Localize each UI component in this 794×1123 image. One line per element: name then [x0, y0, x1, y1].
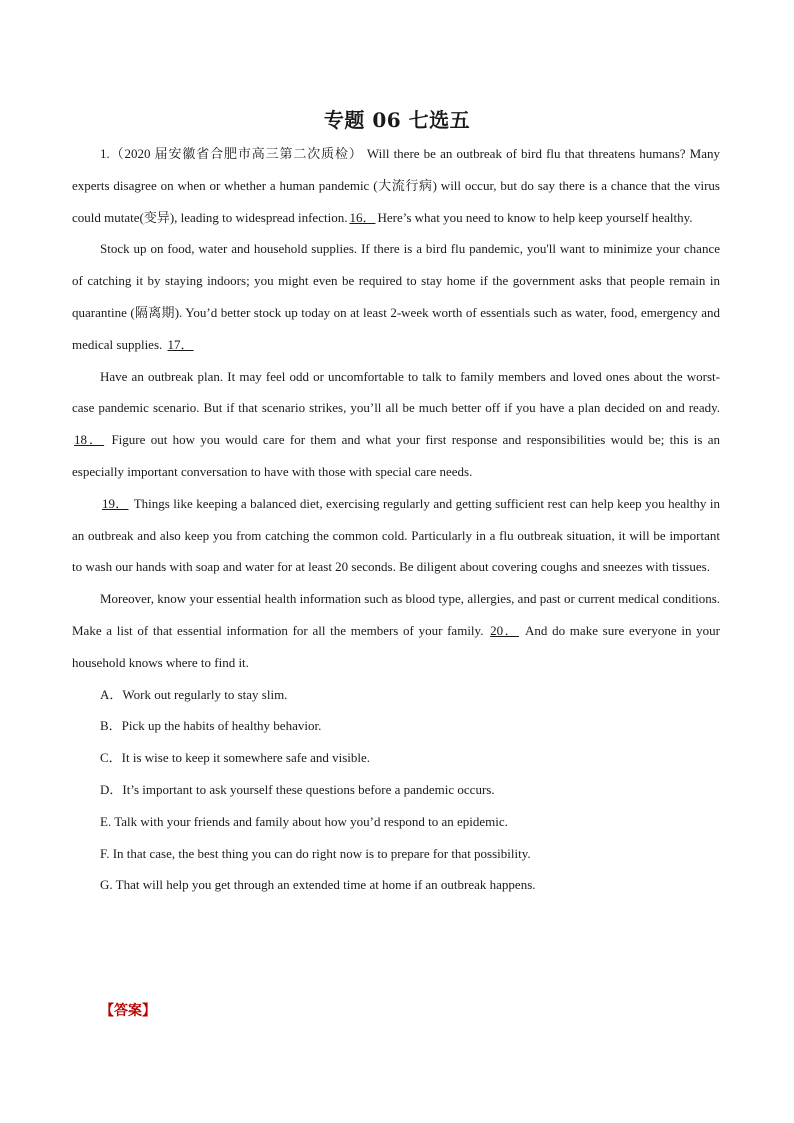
- paragraph-text: Moreover, know your essential health information such as blood type, allergies, and past or current medical conditions. Make a list of that essential information for all the members of your family.: [72, 591, 720, 638]
- option-e: E. Talk with your friends and family about how you’d respond to an epidemic.: [100, 813, 508, 829]
- blank-17: 17．: [167, 336, 194, 352]
- option-f: F. In that case, the best thing you can do right now is to prepare for that possibility.: [100, 845, 531, 861]
- passage-paragraph-4: [72, 488, 720, 583]
- passage-paragraph-2: [72, 233, 720, 360]
- blank-16: 16．: [349, 209, 376, 225]
- passage-paragraph-1: [72, 138, 720, 233]
- paragraph-text: Stock up on food, water and household supplies. If there is a bird flu pandemic, you'll want to minimize your chance of catching it by staying indoors; you might even be required to stay home if the government asks that people remain in quarantine (隔离期). You’d better stock up today on at least 2-week worth of essentials such as water, food, emergency and medical supplies.: [72, 241, 720, 352]
- option-g: G. That will help you get through an extended time at home if an outbreak happens.: [100, 877, 536, 893]
- question-source: （2020 届安徽省合肥市高三第二次质检）: [109, 146, 363, 161]
- blank-20: 20．: [490, 622, 520, 638]
- option-d: D．It’s important to ask yourself these questions before a pandemic occurs.: [100, 781, 495, 797]
- paragraph-text: Things like keeping a balanced diet, exercising regularly and getting sufficient rest can help keep you healthy in an outbreak and also keep you from catching the common cold. Particularly in a flu outbreak situation, it will be important to wash our hands with soap and water for at least 20 seconds. Be diligent about covering coughs and sneezes with tissues.: [72, 495, 720, 575]
- blank-19: 19．: [102, 495, 129, 511]
- page-title: 专题 06 七选五: [323, 108, 471, 132]
- paragraph-text: And do make sure everyone in your household knows where to find it.: [72, 622, 720, 670]
- paragraph-text: Here’s what you need to know to help keep yourself healthy.: [377, 209, 693, 225]
- blank-18: 18．: [74, 432, 105, 448]
- passage-body: [72, 138, 720, 901]
- paragraph-text: Figure out how you would care for them and what your first response and responsibilities would be; this is an especially important conversation to have with those with special care needs.: [72, 432, 720, 479]
- question-number: 1.: [100, 146, 110, 161]
- answer-label: 【答案】: [100, 1003, 156, 1019]
- passage-paragraph-3: [72, 361, 720, 488]
- paragraph-text: Will there be an outbreak of bird flu that threatens humans? Many experts disagree on when or whether a human pandemic (大流行病) will occur, but do say there is a chance that the virus could mutate(变异), leading to widespread infection.: [72, 146, 720, 225]
- paragraph-text: Have an outbreak plan. It may feel odd or uncomfortable to talk to family members and loved ones about the worst-case pandemic scenario. But if that scenario strikes, you’ll all be much better off if you have a plan decided on and ready.: [72, 368, 720, 416]
- passage-paragraph-5: [72, 583, 720, 678]
- option-c: C．It is wise to keep it somewhere safe and visible.: [100, 750, 371, 766]
- option-a: A．Work out regularly to stay slim.: [100, 686, 288, 702]
- option-b: B．Pick up the habits of healthy behavior.: [100, 718, 322, 734]
